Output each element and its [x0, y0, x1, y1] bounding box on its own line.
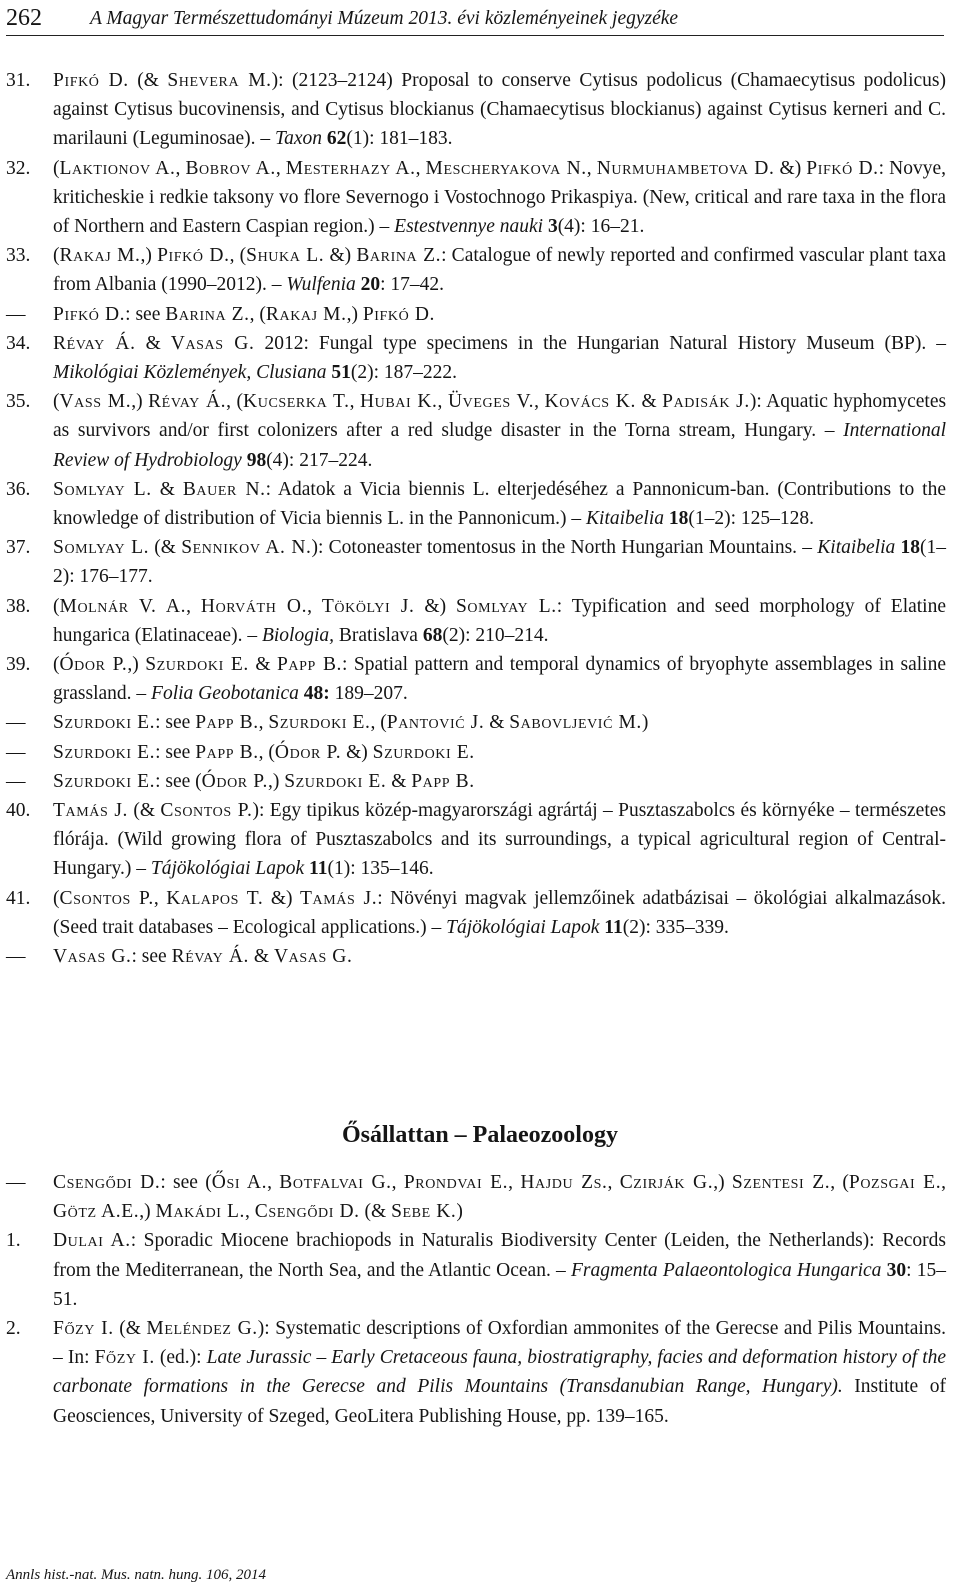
reference-text: (	[53, 245, 60, 267]
author-name: Szurdoki E.	[284, 770, 387, 792]
reference-text: ,	[186, 595, 201, 617]
reference-text: ): Systematic descriptions of Oxfordian ammonites of the Gerecse and Pilis Mountains. – In:	[53, 1318, 947, 1369]
reference-text: &	[248, 654, 277, 676]
author-name: Főzy I.	[53, 1318, 114, 1340]
reference-entry	[6, 1314, 946, 1431]
reference-text: )	[641, 712, 649, 734]
page-header	[6, 4, 944, 36]
reference-text: : see	[155, 712, 196, 734]
author-name: Pifkó D.	[157, 245, 230, 267]
entry-number: 1.	[6, 1230, 21, 1252]
author-name: Kovács K.	[544, 391, 636, 413]
reference-text: (&	[359, 1201, 392, 1223]
reference-entry	[6, 154, 946, 242]
entry-text	[53, 942, 946, 971]
author-name: Szurdoki E.	[372, 741, 475, 763]
author-name: Shevera M.	[167, 70, 272, 91]
author-name: Rakaj M.	[59, 245, 141, 267]
reference-text: ): Aquatic hyphomycetes as survivors and/or first colonizers after a red sludge disaster in the Torna stream, Hungary. –	[53, 391, 947, 442]
entry-number: 38.	[6, 595, 31, 617]
author-name: Pifkó D.	[53, 70, 129, 91]
author-name: Szurdoki E.	[53, 741, 156, 763]
reference-text: : see	[155, 741, 196, 763]
author-name: Hubai K.	[359, 391, 438, 413]
reference-entry	[6, 738, 946, 767]
reference-text: (4): 217–224.	[266, 449, 373, 471]
entry-text	[53, 767, 946, 796]
entry-number: 31.	[6, 70, 31, 91]
author-name: Sebe K.	[391, 1201, 457, 1223]
volume-number: 51	[331, 362, 351, 384]
entry-text	[53, 475, 946, 533]
reference-entry	[6, 66, 946, 154]
entry-text	[53, 1168, 946, 1226]
reference-entry	[6, 475, 946, 533]
entry-text	[53, 1314, 946, 1431]
author-name: Czirják G.	[619, 1172, 714, 1193]
author-name: Ódor P.	[59, 654, 128, 676]
reference-text: ): (2123–2124) Proposal to conserve Cytisus podolicus (Chamaecytisus podolicus) against Cytisus bucovinensis, and Cytisus blockianus (Chamaecytisus blockianus) against Cytisus kerneri and C. marilauni (Leguminosae). –	[53, 70, 946, 150]
entry-text	[53, 154, 946, 242]
reference-entry	[6, 650, 946, 708]
reference-text: (ed.):	[154, 1347, 207, 1369]
entry-text	[53, 387, 946, 475]
entry-number: —	[6, 1172, 26, 1193]
author-name: Shuka L.	[246, 245, 325, 267]
journal-title: Fragmenta Palaeontologica Hungarica	[570, 1259, 882, 1281]
reference-text: (&	[149, 537, 182, 559]
author-name: Sennikov A. N.	[181, 537, 312, 559]
reference-text: (&	[113, 1318, 147, 1340]
journal-title: Mikológiai Közlemények, Clusiana	[53, 362, 327, 384]
reference-text: (&	[128, 70, 168, 91]
reference-text: &)	[774, 157, 807, 179]
volume-number: 18	[900, 537, 920, 559]
author-name: Ódor P.	[201, 770, 268, 792]
author-name: Papp B.	[411, 770, 475, 792]
entry-text	[53, 796, 946, 884]
journal-title: Wulfenia	[286, 274, 356, 296]
entry-number: 37.	[6, 537, 31, 559]
journal-title: Tájökológiai Lapok	[150, 858, 305, 880]
volume-number: 98	[246, 449, 267, 471]
author-name: Dulai A.	[53, 1230, 131, 1252]
author-name: Botfalvai G.	[279, 1172, 392, 1193]
author-name: Hajdu Zs.	[520, 1172, 608, 1193]
reference-entry	[6, 329, 946, 387]
volume-number: 62	[326, 128, 347, 150]
reference-text: &)	[341, 741, 373, 763]
reference-text: ,	[267, 1172, 280, 1193]
author-name: Somlyay L.	[53, 478, 152, 500]
reference-text: ,	[941, 1172, 947, 1193]
reference-text: &	[249, 946, 274, 968]
author-name: Mesterhazy A.	[285, 157, 416, 179]
reference-text: ,)	[346, 303, 363, 325]
author-name: Padisák J.	[662, 391, 750, 413]
reference-entry	[6, 884, 946, 942]
reference-text: &	[135, 332, 171, 354]
reference-text: ,	[245, 1201, 255, 1223]
reference-text: , (	[258, 741, 275, 763]
author-name: Ódor P.	[274, 741, 342, 763]
reference-text: ): Cotoneaster tomentosus in the North Hungarian Mountains. –	[311, 537, 818, 559]
author-name: Prondvai E.	[403, 1172, 509, 1193]
bibliography-list-botany	[6, 66, 946, 971]
author-name: Pifkó D.	[806, 157, 879, 179]
author-name: Csengődi D.	[53, 1172, 161, 1193]
reference-text: , (	[830, 1172, 849, 1193]
entry-number: —	[6, 741, 26, 763]
reference-entry	[6, 796, 946, 884]
reference-entry	[6, 241, 946, 299]
volume-number: 18	[668, 508, 689, 530]
reference-text: (1): 135–146.	[327, 858, 434, 880]
running-title: A Magyar Természettudományi Múzeum 2013. évi közleményeinek jegyzéke	[90, 8, 679, 29]
reference-text: ,	[258, 712, 269, 734]
entry-text	[53, 241, 946, 299]
author-name: Csontos P.	[59, 887, 154, 909]
author-name: Ősi A.	[211, 1172, 268, 1193]
reference-text: ): Egy tipikus közép-magyarországi agrártáj – Pusztaszabolcs és környéke – természetes flórája. (Wild growing flora of Pusztaszabolcs and its surroundings, a typical agricultural region of Central-Hungary.) –	[53, 800, 946, 880]
reference-text: ,	[508, 1172, 521, 1193]
entry-number: 33.	[6, 245, 31, 267]
entry-number: 32.	[6, 157, 31, 179]
author-name: Szurdoki E.	[53, 770, 156, 792]
author-name: Rakaj M.	[265, 303, 347, 325]
entry-number: 35.	[6, 391, 31, 413]
author-name: Révay Á.	[171, 946, 250, 968]
author-name: Bauer N.	[182, 478, 266, 500]
entry-text	[53, 592, 946, 650]
reference-text: &	[386, 770, 412, 792]
entry-number: 36.	[6, 478, 31, 500]
reference-text: ,	[534, 391, 545, 413]
reference-text: ,	[175, 157, 186, 179]
volume-number: 20	[360, 274, 381, 296]
reference-text: ,	[607, 1172, 620, 1193]
reference-text: : 15–51.	[53, 1259, 947, 1310]
entry-text	[53, 329, 946, 387]
author-name: Pozsgai E.	[848, 1172, 942, 1193]
reference-text: : 17–42.	[380, 274, 445, 296]
volume-number: 3	[547, 216, 558, 238]
reference-text: ,)	[140, 245, 158, 267]
reference-text: (	[53, 887, 60, 909]
page-number: 262	[6, 5, 42, 31]
reference-text: (4): 16–21.	[557, 216, 645, 238]
reference-text: , (	[226, 391, 244, 413]
reference-text: (1–2): 176–177.	[53, 537, 946, 588]
author-name: Bobrov A.	[185, 157, 276, 179]
reference-text: , (	[370, 712, 387, 734]
reference-text: ,	[586, 157, 597, 179]
reference-text: : Növényi magvak jellemzőinek adatbázisai – ökológiai alkalmazások. (Seed trait databases – Ecological applications.) –	[53, 887, 946, 938]
volume-number: 30	[886, 1259, 907, 1281]
author-name: Vasas G.	[273, 946, 353, 968]
author-name: Laktionov A.	[59, 157, 176, 179]
entry-text	[53, 533, 946, 591]
author-name: Papp B.	[195, 712, 259, 734]
reference-entry	[6, 1168, 946, 1226]
author-name: Sabovljević M.	[509, 712, 642, 734]
reference-text: ,)	[139, 1201, 156, 1223]
author-name: Főzy I.	[94, 1347, 155, 1369]
reference-text: (	[53, 654, 60, 676]
reference-text: (&	[127, 800, 161, 822]
reference-entry	[6, 387, 946, 475]
section-heading: Ősállattan – Palaeozoology	[342, 1122, 618, 1148]
reference-text: : Spatial pattern and temporal dynamics of bryophyte assemblages in saline grassland. –	[53, 654, 946, 705]
author-name: Tökölyi J.	[321, 595, 415, 617]
author-name: Vasas G.	[53, 946, 132, 968]
author-name: Nurmuhambetova D.	[596, 157, 775, 179]
entry-number: 40.	[6, 800, 31, 822]
reference-text: &	[635, 391, 663, 413]
reference-text: : Catalogue of newly reported and confirmed vascular plant taxa from Albania (1990–2012). –	[53, 245, 946, 296]
journal-title: International Review of Hydrobiology	[53, 420, 946, 471]
author-name: Üveges V.	[447, 391, 535, 413]
reference-text: ,)	[267, 770, 285, 792]
reference-text: Institute of Geosciences, University of Szeged, GeoLitera Publishing House, pp. 139–165.	[53, 1376, 947, 1427]
entry-number: 2.	[6, 1318, 21, 1340]
reference-text: Bratislava	[334, 624, 423, 646]
entry-number: —	[6, 770, 26, 792]
reference-text: : see (	[160, 1172, 212, 1193]
author-name: Szurdoki E.	[145, 654, 249, 676]
reference-text: ,	[349, 391, 360, 413]
journal-title: Kitaibelia	[586, 508, 665, 530]
entry-number: —	[6, 946, 26, 968]
author-name: Papp B.	[195, 741, 259, 763]
reference-text: : Sporadic Miocene brachiopods in Naturalis Biodiversity Center (Leiden, the Netherlands): Records from the Mediterranean, the North Sea, and the Atlantic Ocean. –	[53, 1230, 946, 1281]
journal-title: Kitaibelia	[817, 537, 896, 559]
reference-entry	[6, 1226, 946, 1314]
bibliography-list-palaeozoology	[6, 1168, 946, 1431]
reference-entry	[6, 767, 946, 796]
author-name: Somlyay L.	[53, 537, 150, 559]
author-name: Pantović J.	[386, 712, 485, 734]
reference-text: , (	[229, 245, 247, 267]
reference-entry	[6, 592, 946, 650]
author-name: Pifkó D.	[362, 303, 435, 325]
author-name: Meléndez G.	[146, 1318, 258, 1340]
reference-text: &	[151, 478, 183, 500]
reference-text: &)	[414, 595, 456, 617]
entry-text	[53, 738, 946, 767]
reference-entry	[6, 300, 946, 329]
author-name: Barina Z.	[165, 303, 250, 325]
reference-text: (	[53, 157, 60, 179]
reference-text: (	[53, 391, 60, 413]
author-name: Barina Z.	[356, 245, 442, 267]
author-name: Mescheryakova N.	[425, 157, 587, 179]
author-name: Révay Á.	[148, 391, 227, 413]
author-name: Kalapos T.	[166, 887, 264, 909]
author-name: Tamás J.	[300, 887, 378, 909]
entry-number: 34.	[6, 332, 31, 354]
reference-text: : Novye, kriticheskie i redkie taksony vo flore Severnogo i Vostochnogo Prikaspiya. (New, critical and rare taxa in the flora of Northern and Eastern Caspian region.) –	[53, 157, 947, 238]
reference-text: )	[456, 1201, 463, 1223]
author-name: Tamás J.	[53, 800, 128, 822]
entry-number: 39.	[6, 654, 31, 676]
author-name: Vasas G.	[170, 332, 255, 354]
author-name: Révay Á.	[53, 332, 136, 354]
author-name: Szurdoki E.	[53, 712, 156, 734]
reference-entry	[6, 942, 946, 971]
reference-text: ,)	[131, 391, 149, 413]
volume-number: 48:	[303, 683, 330, 705]
entry-number: —	[6, 712, 26, 734]
page-footer: Annls hist.-nat. Mus. natn. hung. 106, 2014	[6, 1567, 267, 1583]
journal-title: Taxon	[275, 128, 322, 150]
author-name: Somlyay L.	[455, 595, 557, 617]
reference-text: ,	[415, 157, 426, 179]
entry-text	[53, 884, 946, 942]
reference-text: ,)	[127, 654, 146, 676]
reference-text: ,	[153, 887, 167, 909]
reference-text: , (	[249, 303, 266, 325]
reference-entry	[6, 708, 946, 737]
journal-title: Tájökológiai Lapok	[446, 916, 600, 938]
author-name: Papp B.	[276, 654, 343, 676]
volume-number: 11	[604, 916, 623, 938]
reference-text: (	[53, 595, 60, 617]
reference-text: (2): 210–214.	[442, 624, 549, 646]
reference-text: (2): 187–222.	[350, 362, 458, 384]
entry-number: —	[6, 303, 26, 325]
author-name: Makádi L.	[155, 1201, 246, 1223]
reference-entry	[6, 533, 946, 591]
reference-text: : see	[131, 946, 172, 968]
author-name: Csengődi D.	[254, 1201, 360, 1223]
entry-text	[53, 66, 946, 154]
reference-text: (2): 335–339.	[622, 916, 729, 938]
journal-title: Late Jurassic – Early Cretaceous fauna, biostratigraphy, facies and deformation history of the carbonate formations in the Gerecse and Pilis Mountains (Transdanubian Range, Hungary).	[53, 1347, 947, 1398]
reference-text: ,)	[713, 1172, 732, 1193]
reference-text: (1–2): 125–128.	[688, 508, 815, 530]
reference-text: 2012: Fungal type specimens in the Hungarian Natural History Museum (BP). –	[254, 332, 946, 354]
entry-text	[53, 708, 946, 737]
author-name: Vass M.	[59, 391, 132, 413]
reference-text: ,	[437, 391, 448, 413]
entry-text	[53, 300, 946, 329]
reference-text: 189–207.	[329, 683, 408, 705]
reference-text: &	[484, 712, 510, 734]
reference-text: (1): 181–183.	[346, 128, 453, 150]
journal-title: Estestvennye nauki	[394, 216, 544, 238]
author-name: Szurdoki E.	[268, 712, 371, 734]
journal-title: Folia Geobotanica	[151, 683, 299, 705]
author-name: Götz A.E.	[53, 1201, 140, 1223]
reference-text: : see	[125, 303, 166, 325]
reference-text: : Adatok a Vicia biennis L. elterjedéséhez a Pannonicum-ban. (Contributions to the knowledge of distribution of Vicia biennis L. in the Pannonicum.) –	[53, 478, 946, 530]
journal-title: Biologia,	[261, 624, 335, 646]
reference-text: &)	[324, 245, 357, 267]
reference-text: : Typification and seed morphology of Elatine hungarica (Elatinaceae). –	[53, 595, 947, 646]
author-name: Molnár V. A.	[59, 595, 187, 617]
entry-number: 41.	[6, 887, 31, 909]
entry-text	[53, 650, 946, 708]
reference-text: : see (	[155, 770, 202, 792]
volume-number: 68	[422, 624, 443, 646]
author-name: Csontos P.	[160, 800, 253, 822]
volume-number: 11	[309, 858, 328, 880]
reference-text: ,	[307, 595, 322, 617]
author-name: Pifkó D.	[53, 303, 126, 325]
author-name: Kucserka T.	[243, 391, 350, 413]
author-name: Horváth O.	[200, 595, 308, 617]
reference-text: ,	[275, 157, 286, 179]
entry-text	[53, 1226, 946, 1314]
reference-text: ,	[391, 1172, 404, 1193]
author-name: Szentesi Z.	[731, 1172, 831, 1193]
reference-text: &)	[263, 887, 301, 909]
